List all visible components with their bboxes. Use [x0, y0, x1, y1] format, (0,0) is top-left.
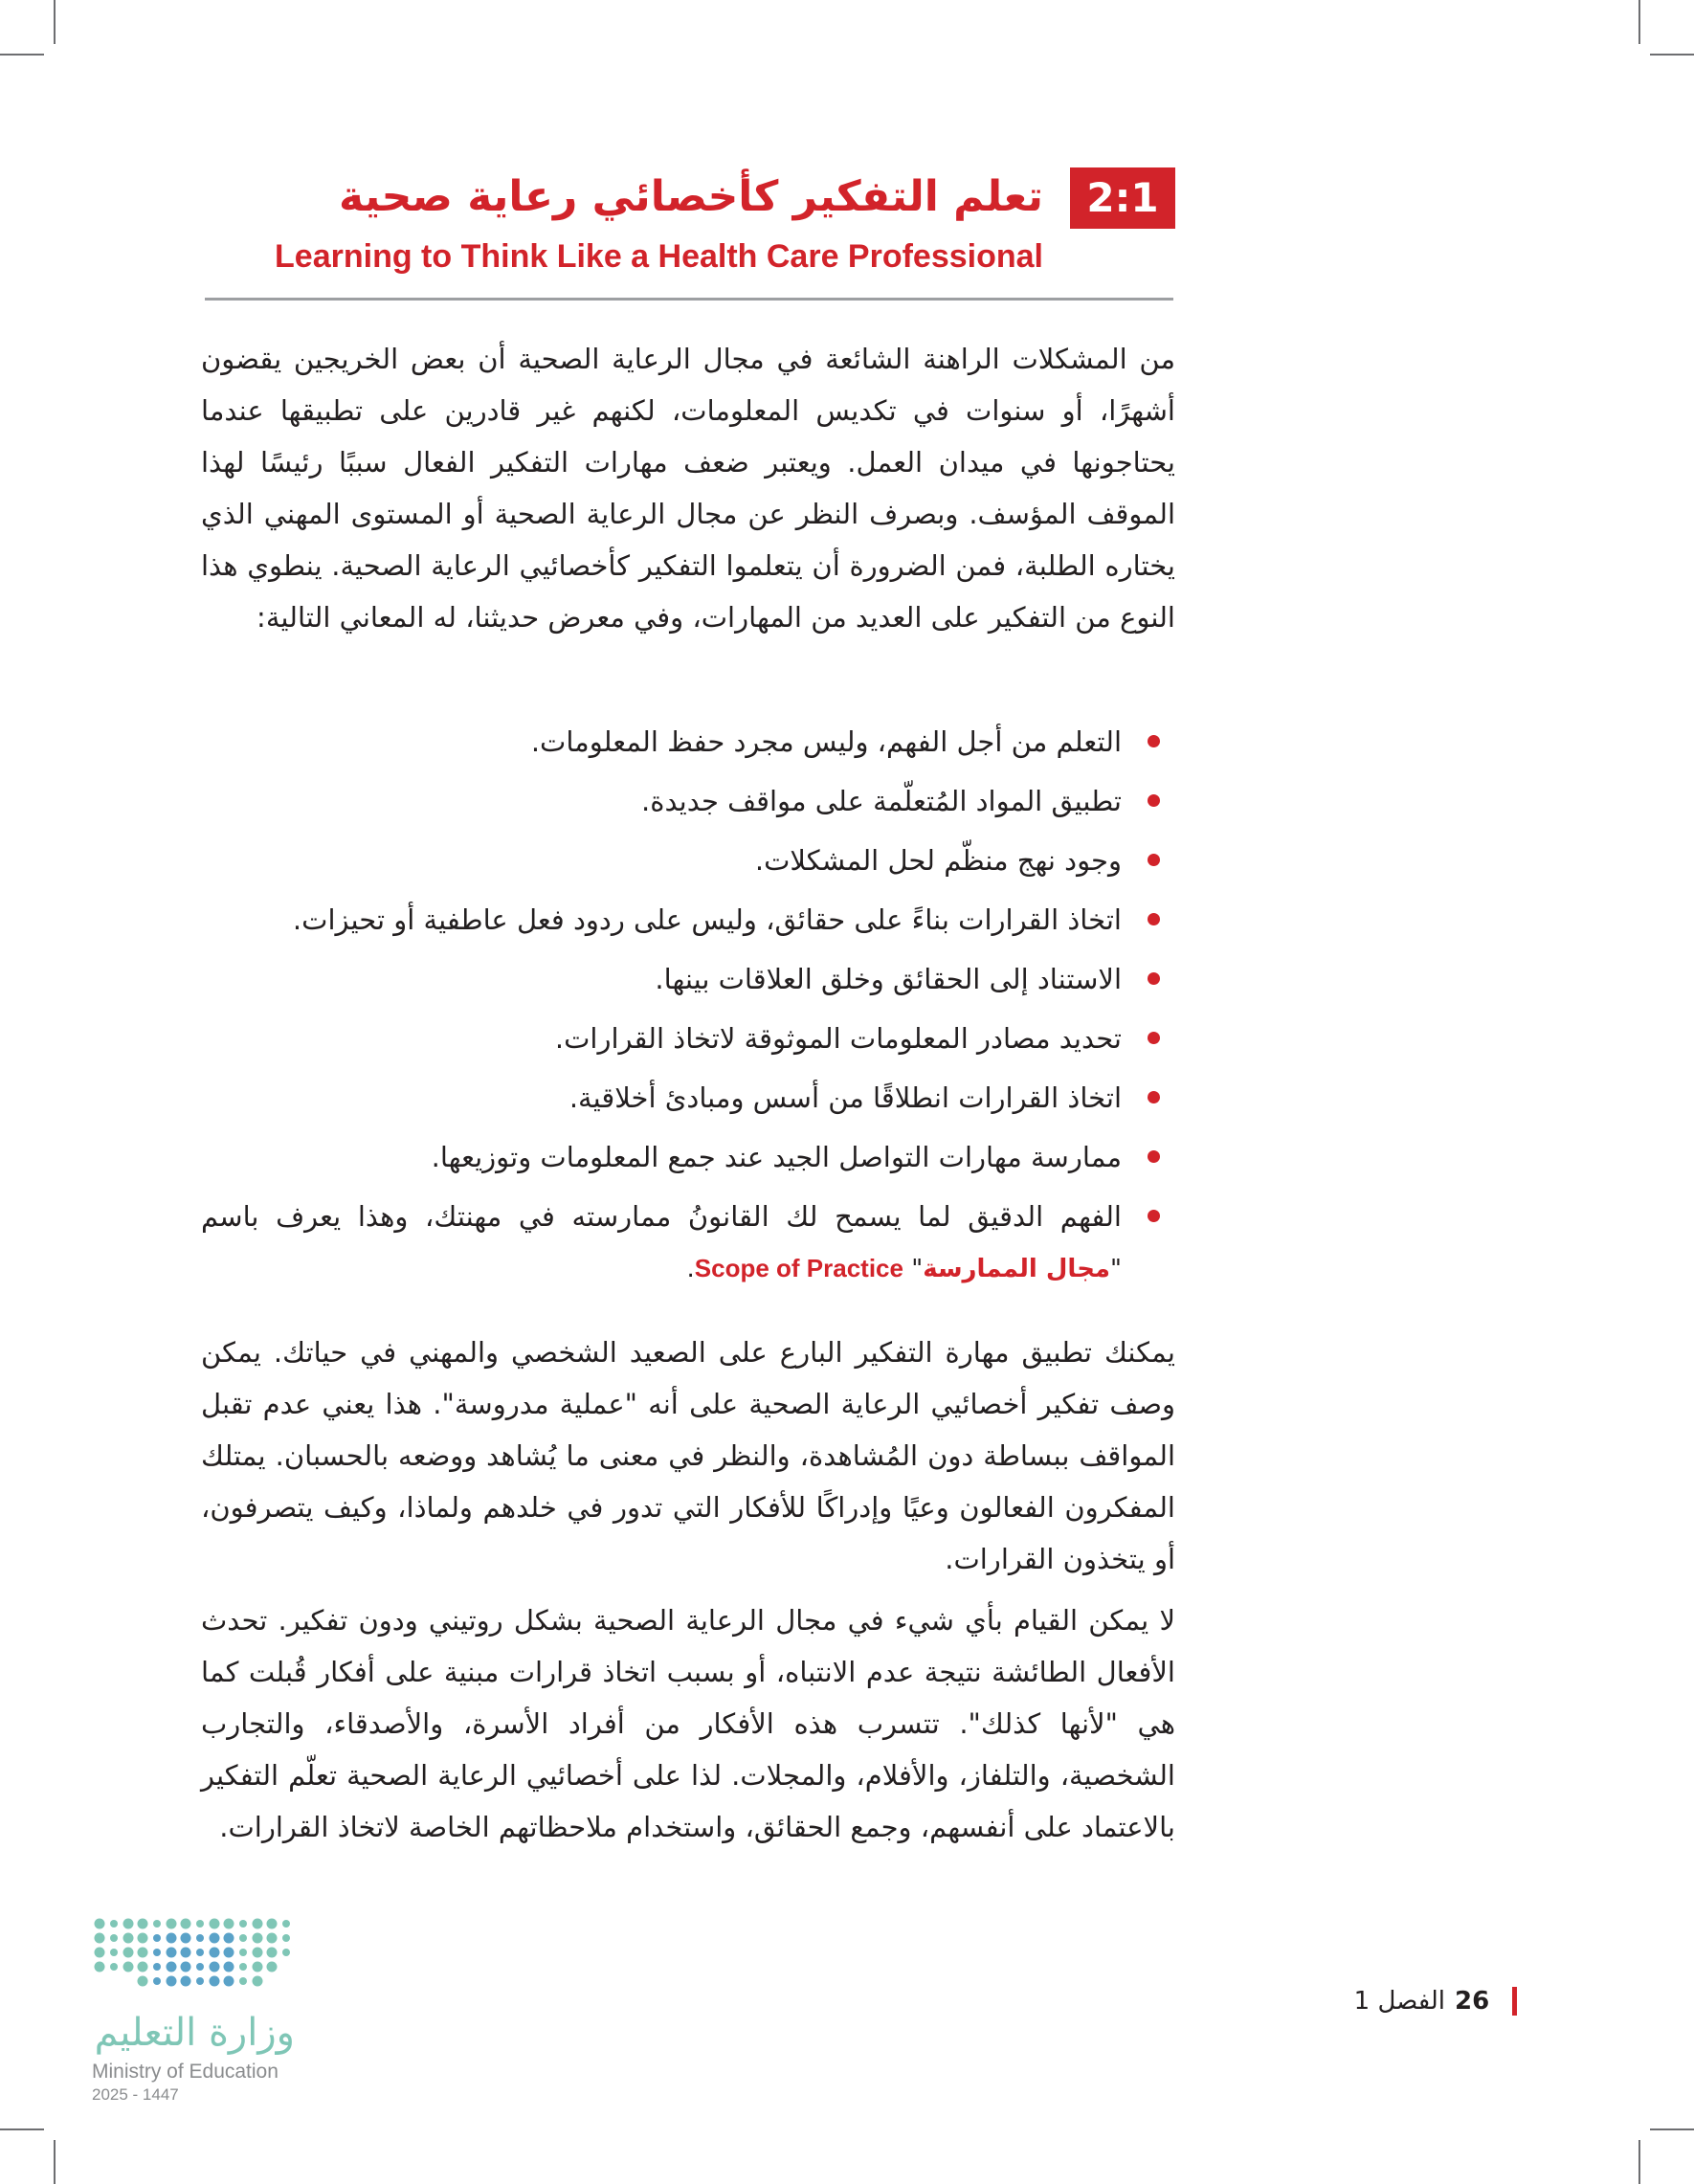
- crop-mark: [54, 0, 56, 44]
- logo-dot: [181, 1933, 191, 1944]
- section-number-badge: 2:1: [1070, 167, 1175, 229]
- meanings-list: [201, 716, 1175, 1303]
- logo-dot: [153, 1920, 161, 1928]
- logo-dot: [95, 1962, 105, 1972]
- list-item: التعلم من أجل الفهم، وليس مجرد حفظ المعلومات.: [201, 716, 1175, 768]
- logo-dot: [267, 1919, 278, 1929]
- logo-dot: [210, 1919, 220, 1929]
- section-title-english: Learning to Think Like a Health Care Professional: [275, 238, 1043, 275]
- logo-dot: [167, 1976, 177, 1987]
- logo-dot: [153, 1934, 161, 1942]
- logo-dot: [210, 1933, 220, 1944]
- logo-dot: [267, 1962, 278, 1972]
- logo-dots-icon: [92, 1916, 302, 2002]
- crop-mark: [1638, 0, 1640, 44]
- section-title-arabic: تعلم التفكير كأخصائي رعاية صحية: [339, 172, 1043, 221]
- logo-name-english: Ministry of Education: [92, 2061, 279, 2083]
- logo-dot: [110, 1934, 118, 1942]
- logo-dot: [153, 1963, 161, 1971]
- logo-dot: [123, 1962, 134, 1972]
- list-item: اتخاذ القرارات انطلاقًا من أسس ومبادئ أخلاقية.: [201, 1072, 1175, 1124]
- list-item: ممارسة مهارات التواصل الجيد عند جمع المعلومات وتوزيعها.: [201, 1131, 1175, 1183]
- scope-of-practice-term: "مجال الممارسة" Scope of Practice.: [686, 1254, 1122, 1283]
- list-item: الاستناد إلى الحقائق وخلق العلاقات بينها.: [201, 953, 1175, 1005]
- header-divider: [205, 298, 1173, 301]
- logo-name-arabic: وزارة التعليم: [94, 2011, 295, 2055]
- logo-dot: [196, 1920, 204, 1928]
- logo-dot: [196, 1949, 204, 1956]
- crop-mark: [0, 2128, 44, 2130]
- logo-dot: [239, 1977, 247, 1985]
- logo-dot: [196, 1934, 204, 1942]
- bullet-icon: [1148, 1091, 1160, 1103]
- bullet-icon: [1148, 1032, 1160, 1044]
- crop-mark: [1638, 2140, 1640, 2184]
- ministry-logo: [92, 1916, 322, 2107]
- logo-dot: [167, 1933, 177, 1944]
- logo-dot: [253, 1933, 263, 1944]
- logo-dot: [138, 1948, 148, 1958]
- logo-dot: [224, 1948, 234, 1958]
- logo-dot: [210, 1948, 220, 1958]
- logo-dot: [224, 1919, 234, 1929]
- paragraph-2: يمكنك تطبيق مهارة التفكير البارع على الصعيد الشخصي والمهني في حياتك. يمكن وصف تفكير أخصائيي الرعاية الصحية على أنه "عملية مدروسة". هذا يعني عدم تقبل المواقف ببساطة دون المُشاهدة، والنظر في معنى ما يُشاهد ووضعه بالحسبان. يمتلك المفكرون الفعالون وعيًا وإدراكًا للأفكار التي تدور في خلدهم ولماذا، وكيف يتصرفون، أو يتخذون القرارات.: [201, 1336, 1175, 1575]
- logo-dot: [224, 1976, 234, 1987]
- page-number-bar: [1512, 1987, 1517, 2016]
- bullet-icon: [1148, 972, 1160, 985]
- page-number: 26: [1455, 1987, 1490, 2016]
- logo-dot: [224, 1933, 234, 1944]
- list-item: اتخاذ القرارات بناءً على حقائق، وليس على ردود فعل عاطفية أو تحيزات.: [201, 894, 1175, 946]
- logo-dot: [110, 1920, 118, 1928]
- logo-dot: [138, 1962, 148, 1972]
- logo-dot: [267, 1948, 278, 1958]
- logo-dot: [181, 1948, 191, 1958]
- bullet-icon: [1148, 794, 1160, 807]
- bullet-icon: [1148, 1150, 1160, 1163]
- scope-term-arabic: مجال الممارسة: [923, 1255, 1111, 1283]
- logo-dot: [138, 1933, 148, 1944]
- logo-dot: [95, 1948, 105, 1958]
- scope-term-english: Scope of Practice: [694, 1254, 903, 1282]
- logo-dot: [239, 1934, 247, 1942]
- logo-dot: [123, 1948, 134, 1958]
- logo-dot: [253, 1976, 263, 1987]
- paragraph-3: لا يمكن القيام بأي شيء في مجال الرعاية الصحية بشكل روتيني ودون تفكير. تحدث الأفعال الطائشة نتيجة عدم الانتباه، أو بسبب اتخاذ قرارات مبنية على أفكار قُبلت كما هي "لأنها كذلك". تتسرب هذه الأفكار من أفراد الأسرة، والأصدقاء، والتجارب الشخصية، والتلفاز، والأفلام، والمجلات. لذا على أخصائيي الرعاية الصحية تعلّم التفكير بالاعتماد على أنفسهم، وجمع الحقائق، واستخدام ملاحظاتهم الخاصة لاتخاذ القرارات.: [201, 1604, 1175, 1843]
- logo-dot: [167, 1962, 177, 1972]
- logo-dot: [153, 1977, 161, 1985]
- page-footer: [1321, 1985, 1531, 2023]
- logo-dot: [282, 1920, 290, 1928]
- list-item: تطبيق المواد المُتعلّمة على مواقف جديدة.: [201, 775, 1175, 827]
- logo-dot: [153, 1949, 161, 1956]
- logo-dot: [95, 1933, 105, 1944]
- logo-dot: [253, 1919, 263, 1929]
- crop-mark: [0, 54, 44, 56]
- logo-dot: [181, 1962, 191, 1972]
- logo-dot: [95, 1919, 105, 1929]
- bullet-icon: [1148, 735, 1160, 747]
- logo-year: 2025 - 1447: [92, 2085, 179, 2104]
- intro-paragraph: من المشكلات الراهنة الشائعة في مجال الرعاية الصحية أن بعض الخريجين يقضون أشهرًا، أو سنوات في تكديس المعلومات، لكنهم غير قادرين على تطبيقها عندما يحتاجونها في ميدان العمل. ويعتبر ضعف مهارات التفكير الفعال سببًا رئيسًا لهذا الموقف المؤسف. وبصرف النظر عن مجال الرعاية الصحية أو المستوى المهني الذي يختاره الطلبة، فمن الضرورة أن يتعلموا التفكير كأخصائيي الرعاية الصحية. ينطوي هذا النوع من التفكير على العديد من المهارات، وفي معرض حديثنا، له المعاني التالية:: [201, 343, 1175, 634]
- logo-dot: [167, 1919, 177, 1929]
- logo-dot: [138, 1919, 148, 1929]
- logo-dot: [110, 1963, 118, 1971]
- logo-dot: [253, 1962, 263, 1972]
- logo-dot: [123, 1933, 134, 1944]
- logo-dot: [167, 1948, 177, 1958]
- logo-dot: [253, 1948, 263, 1958]
- section-header: [201, 165, 1175, 278]
- crop-mark: [1650, 2128, 1694, 2130]
- list-item: الفهم الدقيق لما يسمح لك القانونُ ممارسته في مهنتك، وهذا يعرف باسم "مجال الممارسة" Scope of Practice.: [201, 1191, 1175, 1295]
- logo-dot: [282, 1934, 290, 1942]
- logo-dot: [210, 1962, 220, 1972]
- logo-dot: [110, 1949, 118, 1956]
- list-item: تحديد مصادر المعلومات الموثوقة لاتخاذ القرارات.: [201, 1013, 1175, 1064]
- crop-mark: [1650, 54, 1694, 56]
- logo-dot: [123, 1919, 134, 1929]
- logo-dot: [196, 1963, 204, 1971]
- logo-dot: [224, 1962, 234, 1972]
- list-item: وجود نهج منظّم لحل المشكلات.: [201, 835, 1175, 886]
- logo-dot: [181, 1976, 191, 1987]
- logo-dot: [239, 1963, 247, 1971]
- logo-dot: [210, 1976, 220, 1987]
- chapter-label: الفصل 1: [1353, 1987, 1445, 2016]
- logo-dot: [239, 1949, 247, 1956]
- bullet-icon: [1148, 1210, 1160, 1222]
- logo-dot: [138, 1976, 148, 1987]
- bullet-icon: [1148, 854, 1160, 866]
- crop-mark: [54, 2140, 56, 2184]
- logo-dot: [239, 1920, 247, 1928]
- logo-dot: [282, 1949, 290, 1956]
- logo-dot: [181, 1919, 191, 1929]
- logo-dot: [267, 1933, 278, 1944]
- logo-dot: [196, 1977, 204, 1985]
- bullet-icon: [1148, 913, 1160, 925]
